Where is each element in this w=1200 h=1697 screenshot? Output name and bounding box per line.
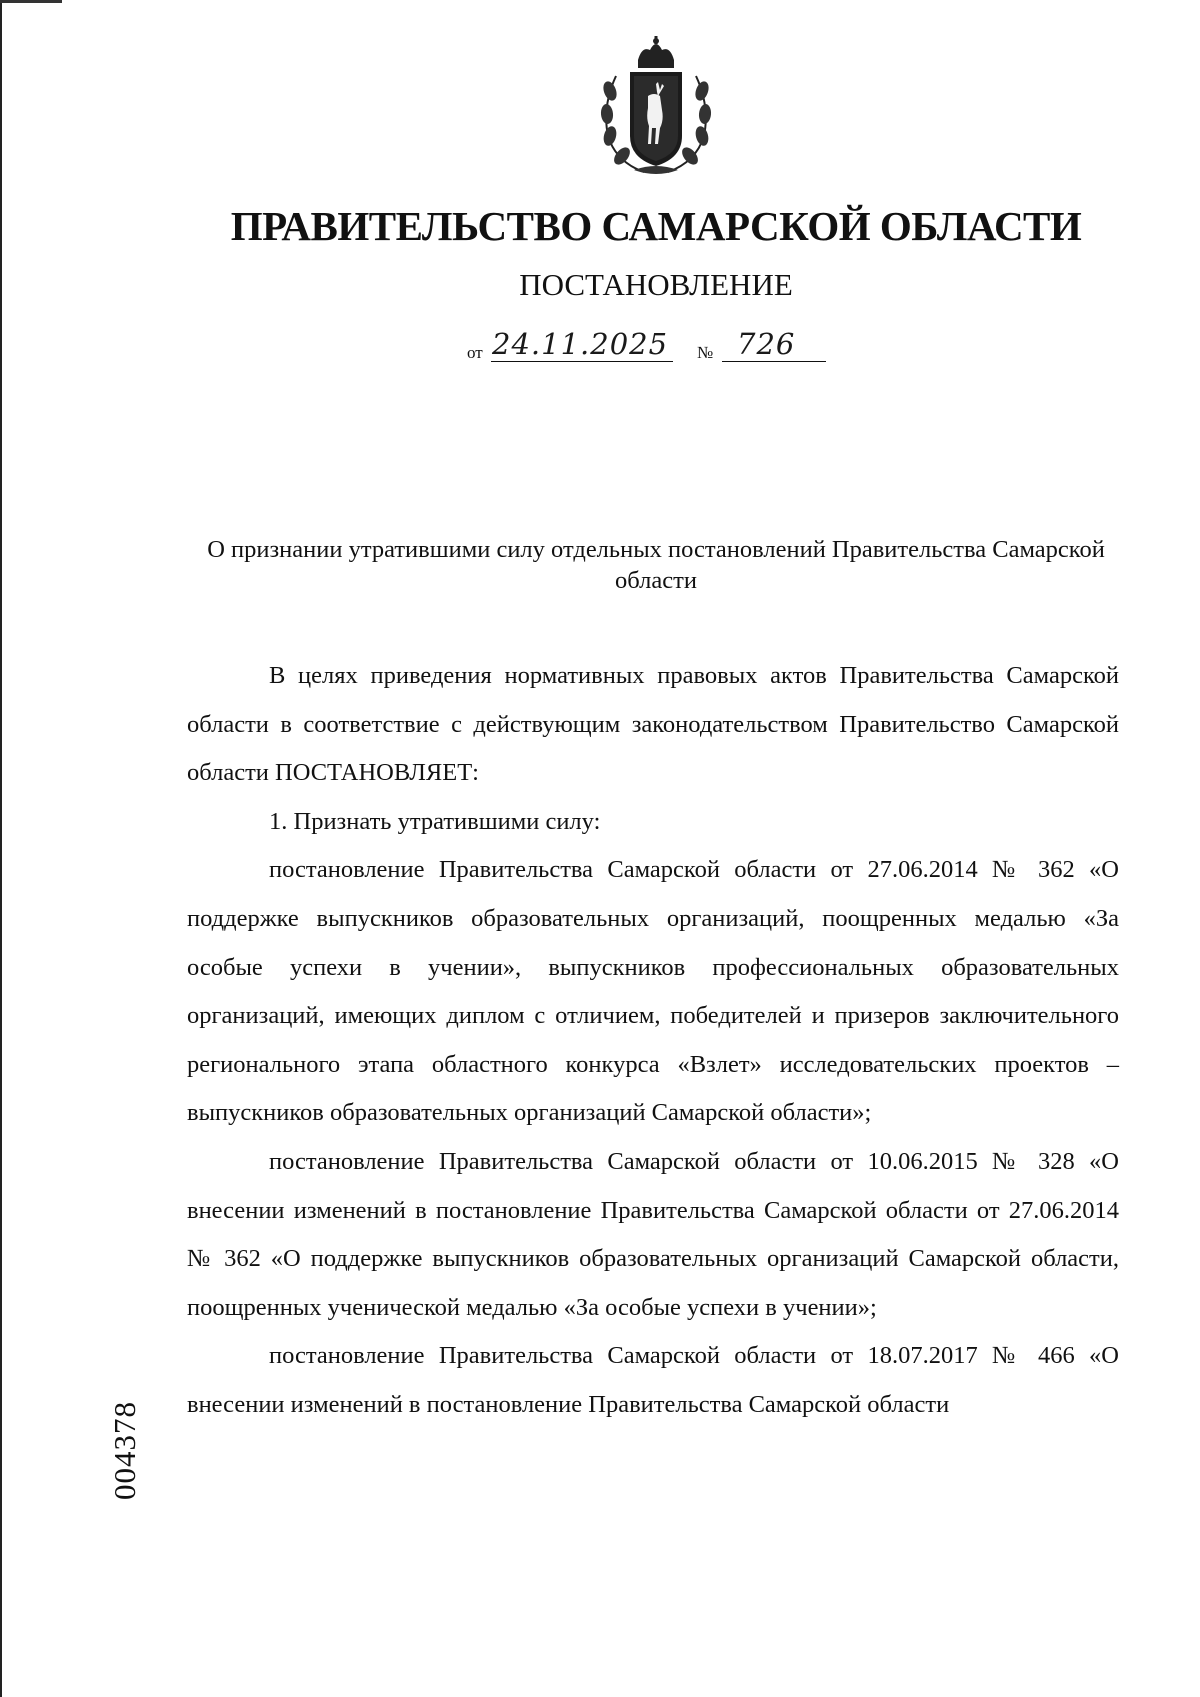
date-label: от	[467, 343, 483, 362]
document-type: ПОСТАНОВЛЕНИЕ	[519, 267, 793, 302]
handwritten-number: 726	[737, 327, 796, 361]
date-underline	[491, 361, 673, 362]
act-paragraph-1: постановление Правительства Самарской области от 27.06.2014 № 362 «О поддержке выпускников образовательных организаций, поощренных медалью «За особые успехи в учении», выпускников профессиональных образовательных организаций, имеющих диплом с отличием, победителей и призеров заключительного регионального этапа областного конкурса «Взлет» исследовательских проектов – выпускников образовательных организаций Самарской области»;	[187, 856, 1119, 1127]
number-label: №	[697, 343, 714, 362]
serial-number: 004378	[107, 1401, 142, 1500]
handwritten-date: 24.11.2025	[492, 327, 669, 361]
number-underline	[722, 361, 826, 362]
document-subject: О признании утратившими силу отдельных постановлений Правительства Самарской области	[207, 536, 1105, 594]
coat-of-arms-icon	[598, 36, 714, 178]
act-paragraph-3: постановление Правительства Самарской области от 18.07.2017 № 466 «О внесении изменений в постановление Правительства Самарской области	[187, 1342, 1119, 1418]
organization-title: ПРАВИТЕЛЬСТВО САМАРСКОЙ ОБЛАСТИ	[230, 203, 1082, 249]
scan-top-mark	[0, 0, 62, 3]
preamble-paragraph: В целях приведения нормативных правовых актов Правительства Самарской области в соответствие с действующим законодательством Правительство Самарской области ПОСТАНОВЛЯЕТ:	[187, 662, 1119, 787]
scan-left-edge	[0, 0, 2, 1697]
item-1-paragraph: 1. Признать утратившими силу:	[269, 807, 601, 835]
document-body	[187, 652, 1119, 1430]
act-paragraph-2: постановление Правительства Самарской области от 10.06.2015 № 328 «О внесении изменений в постановление Правительства Самарской области от 27.06.2014 № 362 «О поддержке выпускников образовательных организаций Самарской области, поощренных ученической медалью «За особые успехи в учении»;	[187, 1147, 1119, 1321]
